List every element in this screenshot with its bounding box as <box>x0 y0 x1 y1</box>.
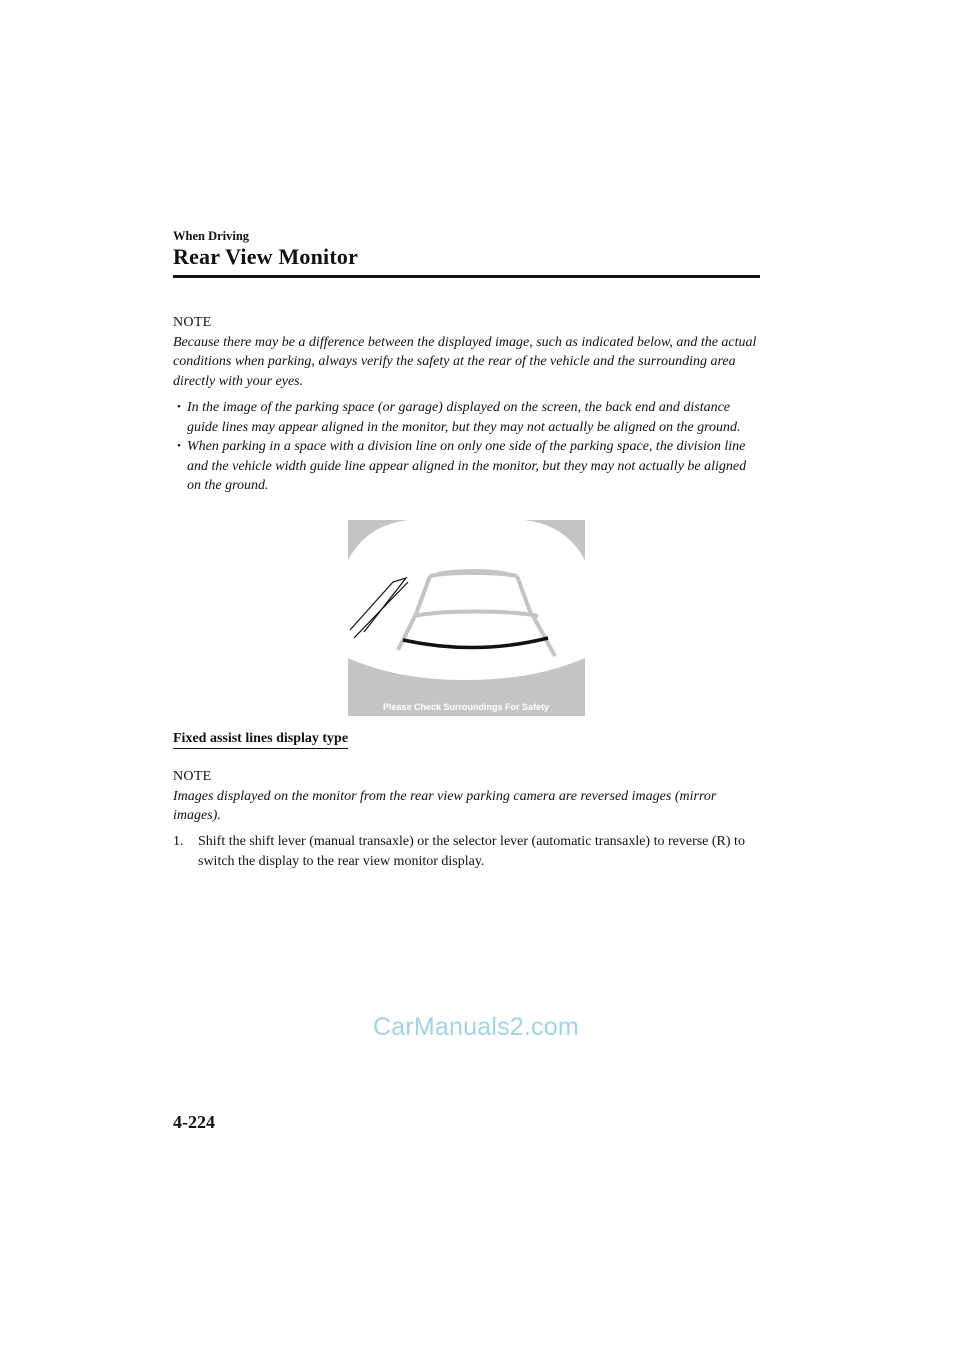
note-body: Images displayed on the monitor from the rear view parking camera are reversed images (mirror images). <box>173 788 717 823</box>
note-block-1 <box>173 313 763 391</box>
note-block-2 <box>173 767 763 826</box>
note-bullet-list <box>177 398 762 496</box>
camera-view-area <box>348 520 585 680</box>
bullet-text: In the image of the parking space (or garage) displayed on the screen, the back end and distance guide lines may appear aligned in the monitor, but they may not actually be aligned on the ground. <box>187 400 741 435</box>
note-heading: NOTE <box>173 315 212 330</box>
list-item <box>177 437 762 496</box>
page-title: Rear View Monitor <box>173 244 359 269</box>
page-number: 4-224 <box>173 1112 215 1132</box>
watermark-link[interactable]: CarManuals2.com <box>373 1013 579 1041</box>
section-label: When Driving <box>173 229 250 243</box>
note-body: Because there may be a difference between the displayed image, such as indicated below, and the actual conditions when parking, always verify the safety at the rear of the vehicle and the surrounding area directly with your eyes. <box>173 334 757 389</box>
step-number: 1. <box>173 834 184 849</box>
bullet-dot-icon: • <box>177 401 181 413</box>
title-divider <box>173 275 760 278</box>
step-text: Shift the shift lever (manual transaxle) or the selector lever (automatic transaxle) to reverse (R) to switch the display to the rear view monitor display. <box>198 834 745 869</box>
note-heading: NOTE <box>173 769 212 784</box>
section-subheading: Fixed assist lines display type <box>173 731 348 749</box>
monitor-caption: Please Check Surroundings For Safety <box>382 702 550 712</box>
rear-view-monitor-illustration <box>348 520 585 716</box>
bullet-text: When parking in a space with a division line on only one side of the parking space, the division line and the vehicle width guide line appear aligned in the monitor, but they may not actually be aligned on the ground. <box>187 439 747 493</box>
list-item <box>177 398 762 437</box>
step-item <box>173 832 763 871</box>
bullet-dot-icon: • <box>177 440 181 452</box>
